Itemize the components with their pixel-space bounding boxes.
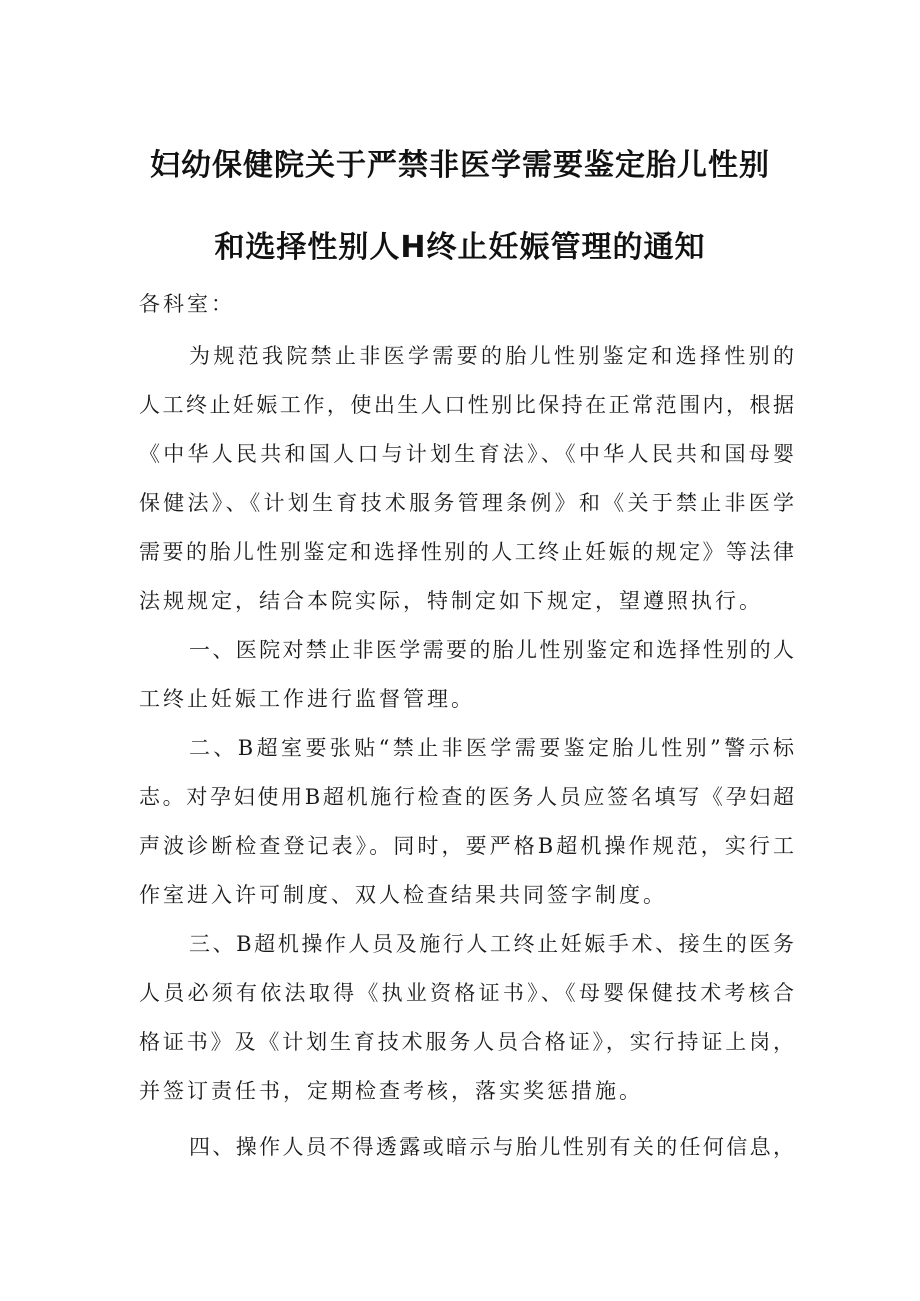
paragraph-intro-line-2: 人工终止妊娠工作，使出生人口性别比保持在正常范围内，根据 [139,393,794,417]
paragraph-intro-line-1: 为规范我院禁止非医学需要的胎儿性别鉴定和选择性别的 [189,344,794,368]
paragraph-3-line-3: 格证书》及《计划生育技术服务人员合格证》，实行持证上岗， [139,1030,794,1054]
paragraph-1-line-2: 工终止妊娠工作进行监督管理。 [139,687,475,711]
paragraph-intro-line-4: 保健法》、《计划生育技术服务管理条例》和《关于禁止非医学 [139,491,794,515]
document-title-line-2: 和选择性别人H终止妊娠管理的通知 [214,230,706,265]
paragraph-2-line-2: 志。对孕妇使用B超机施行检查的医务人员应签名填写《孕妇超 [139,785,794,809]
paragraph-intro-line-3: 《中华人民共和国人口与计划生育法》、《中华人民共和国母婴 [139,442,794,466]
paragraph-intro-line-5: 需要的胎儿性别鉴定和选择性别的人工终止妊娠的规定》等法律 [139,540,794,564]
paragraph-4-line-1: 四、操作人员不得透露或暗示与胎儿性别有关的任何信息， [189,1135,794,1159]
salutation: 各科室： [139,292,235,316]
paragraph-2-line-4: 作室进入许可制度、双人检查结果共同签字制度。 [139,883,667,907]
paragraph-2-line-3: 声波诊断检查登记表》。同时，要严格B超机操作规范，实行工 [139,834,794,858]
paragraph-2-line-1: 二、B超室要张贴“禁止非医学需要鉴定胎儿性别”警示标 [189,736,794,760]
paragraph-3-line-1: 三、B超机操作人员及施行人工终止妊娠手术、接生的医务 [189,932,794,956]
paragraph-3-line-4: 并签订责任书，定期检查考核，落实奖惩措施。 [139,1079,643,1103]
paragraph-1-line-1: 一、医院对禁止非医学需要的胎儿性别鉴定和选择性别的人 [189,638,794,662]
paragraph-intro-line-6: 法规规定，结合本院实际，特制定如下规定，望遵照执行。 [139,589,763,613]
paragraph-3-line-2: 人员必须有依法取得《执业资格证书》、《母婴保健技术考核合 [139,981,794,1005]
document-title-line-1: 妇幼保健院关于严禁非医学需要鉴定胎儿性别 [150,148,770,183]
